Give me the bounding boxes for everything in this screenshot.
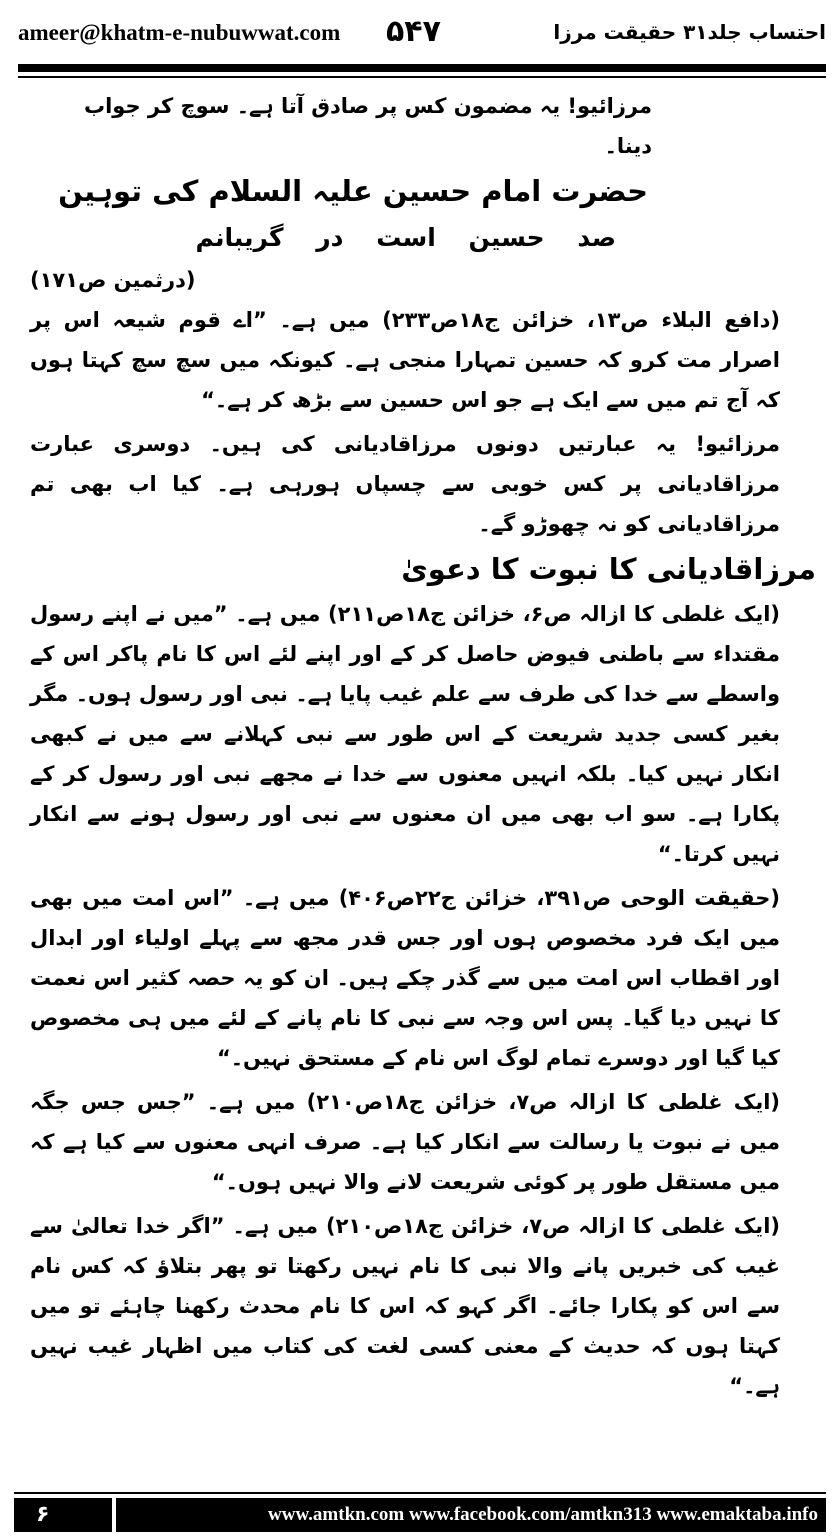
page-body	[30, 86, 816, 1406]
quote-dafi-al-bala: (دافع البلاء ص۱۳، خزائن ج۱۸ص۲۳۳) میں ہے۔ ”اے قوم شیعہ اس پر اصرار مت کرو کہ حسین تمہارا منجی ہے۔ کیونکہ میں سچ سچ کہتا ہوں کہ آج تم میں سے ایک ہے جو اس حسین سے بڑھ کر ہے۔“	[30, 308, 780, 412]
section-heading-hussain: حضرت امام حسین علیہ السلام کی توہین	[58, 174, 648, 208]
header-rule-thick	[18, 64, 826, 72]
intro-line: مرزائیو! یہ مضمون کس پر صادق آتا ہے۔ سوچ کر جواب دینا۔	[83, 94, 652, 158]
verse-line: صد حسین است در گریبانم	[195, 223, 616, 252]
page-header	[18, 10, 826, 66]
quote-ek-ghalti-3: (ایک غلطی کا ازالہ ص۷، خزائن ج۱۸ص۲۱۰) میں ہے۔ ”اگر خدا تعالیٰ سے غیب کی خبریں پانے والا نبی کا نام نہیں رکھتا تو پھر بتلاؤ کہ کس نام سے اس کو پکارا جائے۔ اگر کہو کہ اس کا نام محدث رکھنا چاہئے تو میں کہتا ہوں کہ حدیث کے معنی کسی لغت کی کتاب میں اظہار غیب نہیں ہے۔“	[30, 1214, 780, 1398]
page-footer	[14, 1492, 826, 1532]
header-email: ameer@khatm-e-nubuwwat.com	[18, 20, 341, 45]
verse-citation: (درثمین ص۱۷۱)	[30, 268, 196, 292]
header-rule-thin	[18, 76, 826, 78]
book-title: احتساب جلد۳۱ حقیقت مرزا	[553, 20, 826, 44]
page-number: ۵۴۷	[386, 14, 441, 49]
footer-links: www.amtkn.com www.facebook.com/amtkn313 www.emaktaba.info	[116, 1498, 826, 1532]
footer-rule	[14, 1492, 826, 1494]
section-heading-prophethood: مرزاقادیانی کا نبوت کا دعویٰ	[401, 552, 816, 586]
quote-ek-ghalti-1: (ایک غلطی کا ازالہ ص۶، خزائن ج۱۸ص۲۱۱) میں ہے۔ ”میں نے اپنے رسول مقتداء سے باطنی فیوض حاصل کر کے اور اپنے لئے اس کا نام پاکر اس کے واسطے سے خدا کی طرف سے علم غیب پایا ہے۔ نبی اور رسول ہوں۔ مگر بغیر کسی جدید شریعت کے اس طور سے نبی کہلانے سے میں نے کبھی انکار نہیں کیا۔ بلکہ انہیں معنوں سے خدا نے مجھے نبی اور رسول کر کے پکارا ہے۔ سو اب بھی میں ان معنوں سے نبی اور رسول ہونے سے انکار نہیں کرتا۔“	[30, 602, 780, 866]
quote-haqiqat-al-wahi: (حقیقت الوحی ص۳۹۱، خزائن ج۲۲ص۴۰۶) میں ہے۔ ”اس امت میں بھی میں ایک فرد مخصوص ہوں اور جس قدر مجھ سے پہلے اولیاء اور ابدال اور اقطاب اس امت میں سے گذر چکے ہیں۔ ان کو یہ حصہ کثیر اس نعمت کا نہیں دیا گیا۔ پس اس وجہ سے نبی کا نام پانے کے لئے میں ہی مخصوص کیا گیا اور دوسرے تمام لوگ اس نام کے مستحق نہیں۔“	[30, 886, 780, 1070]
paragraph-mirzaio: مرزائیو! یہ عبارتیں دونوں مرزاقادیانی کی ہیں۔ دوسری عبارت مرزاقادیانی پر کس خوبی سے چسپاں ہورہی ہے۔ کیا اب بھی تم مرزاقادیانی کو نہ چھوڑو گے۔	[30, 432, 780, 536]
quote-ek-ghalti-2: (ایک غلطی کا ازالہ ص۷، خزائن ج۱۸ص۲۱۰) میں ہے۔ ”جس جس جگہ میں نے نبوت یا رسالت سے انکار کیا ہے۔ صرف انہی معنوں سے کیا ہے کہ میں مستقل طور پر کوئی شریعت لانے والا نہیں ہوں۔“	[30, 1090, 780, 1194]
folio-number: ۶	[14, 1498, 112, 1532]
